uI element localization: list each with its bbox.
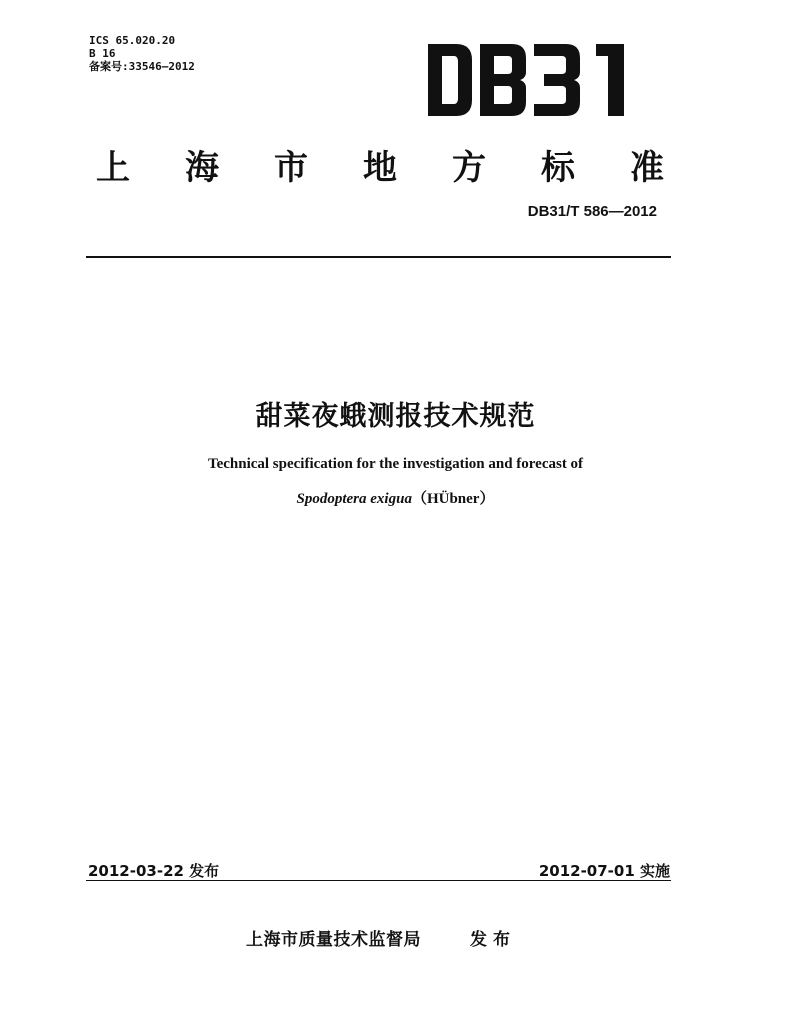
implementation-date: 2012-07-01 实施 (538, 862, 670, 880)
issue-date: 2012-03-22 发布 (88, 862, 220, 880)
bottom-divider (86, 880, 671, 881)
ccs-code: B 16 (89, 47, 116, 60)
db31-logo (426, 42, 632, 118)
english-title-line1: Technical specification for the investigation and forecast of (207, 456, 584, 472)
heading-char: 标 (541, 148, 575, 188)
publish-label: 发布 (470, 930, 516, 950)
logo-text: DB31 (426, 42, 429, 43)
record-number: 备案号:33546—2012 (89, 60, 195, 73)
english-title-line2 (0, 487, 791, 508)
species-name: Spodoptera exigua (296, 491, 412, 507)
standard-code: DB31/T 586—2012 (527, 203, 657, 220)
heading-char: 准 (630, 148, 664, 188)
local-standard-heading (96, 140, 664, 189)
heading-char: 地 (363, 148, 397, 188)
document-metadata (89, 34, 195, 73)
chinese-title: 甜菜夜蛾测报技术规范 (255, 401, 536, 432)
top-divider (86, 256, 671, 258)
heading-char: 海 (185, 148, 219, 188)
ics-code: ICS 65.020.20 (89, 34, 176, 47)
heading-char: 上 (96, 148, 130, 188)
publisher-name: 上海市质量技术监督局 (246, 930, 421, 950)
heading-char: 方 (452, 148, 486, 188)
heading-char: 市 (274, 148, 308, 188)
author-name: （HÜbner） (411, 491, 495, 507)
